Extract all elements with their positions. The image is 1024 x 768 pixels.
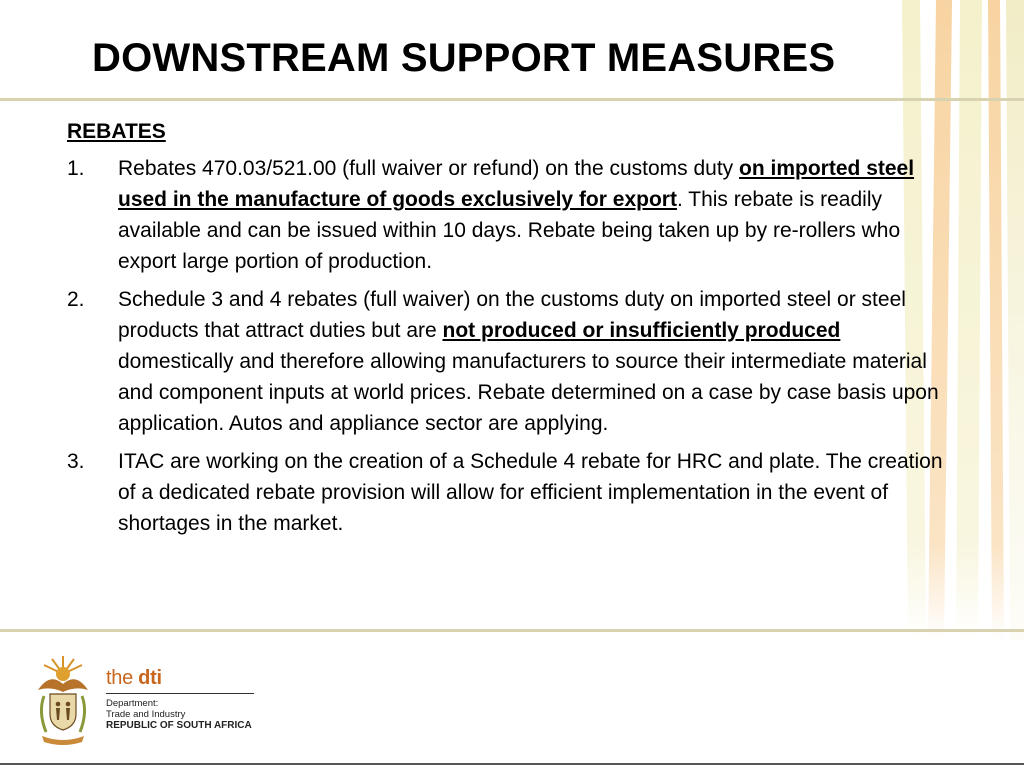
list-item (67, 153, 957, 277)
logo-divider (106, 693, 254, 694)
item-text-part: Rebates 470.03/521.00 (full waiver or refund) on the customs duty (118, 157, 740, 180)
item-text-part: ITAC are working on the creation of a Schedule 4 rebate for HRC and plate. The creation of a dedicated rebate provision will allow for efficient implementation in the event of shortages in the market. (118, 450, 943, 535)
trade-industry-label: Trade and Industry (106, 709, 186, 720)
item-text (118, 157, 914, 273)
item-number: 2. (67, 288, 85, 311)
dti-logo-text (106, 666, 256, 731)
republic-label: REPUBLIC OF SOUTH AFRICA (106, 720, 252, 731)
list-item (67, 284, 957, 439)
item-text (118, 450, 943, 535)
item-text (118, 288, 939, 435)
dti-wordmark (106, 666, 256, 690)
item-text-part: Schedule 3 and 4 rebates (full waiver) on the customs duty on imported steel or steel products that attract duties but are (118, 288, 906, 342)
item-number: 3. (67, 450, 85, 473)
item-number: 1. (67, 157, 85, 180)
department-label: Department: (106, 698, 159, 709)
item-text-part: domestically and therefore allowing manufacturers to source their intermediate material and component inputs at world prices. Rebate determined on a case by case basis upon application. Autos and appliance sector are applying. (118, 350, 939, 435)
footer-divider (0, 629, 1024, 632)
dti-wordmark-dti: dti (138, 667, 162, 689)
item-text-part: . This rebate is readily available and can be issued within 10 days. Rebate being taken up by re-rollers who export large portion of production. (118, 188, 901, 273)
section-heading: REBATES (67, 120, 166, 143)
title-divider (0, 98, 1024, 101)
list-item (67, 446, 957, 539)
bottom-border (0, 763, 1024, 765)
footer-logo (30, 652, 290, 748)
coat-of-arms-icon (30, 652, 96, 748)
dti-wordmark-the: the (106, 667, 133, 689)
slide-body (67, 116, 957, 546)
page-title: DOWNSTREAM SUPPORT MEASURES (92, 36, 836, 80)
item-emphasis: on imported steel used in the manufacture of goods exclusively for export (118, 157, 915, 211)
item-emphasis: not produced or insufficiently produced (442, 319, 841, 342)
